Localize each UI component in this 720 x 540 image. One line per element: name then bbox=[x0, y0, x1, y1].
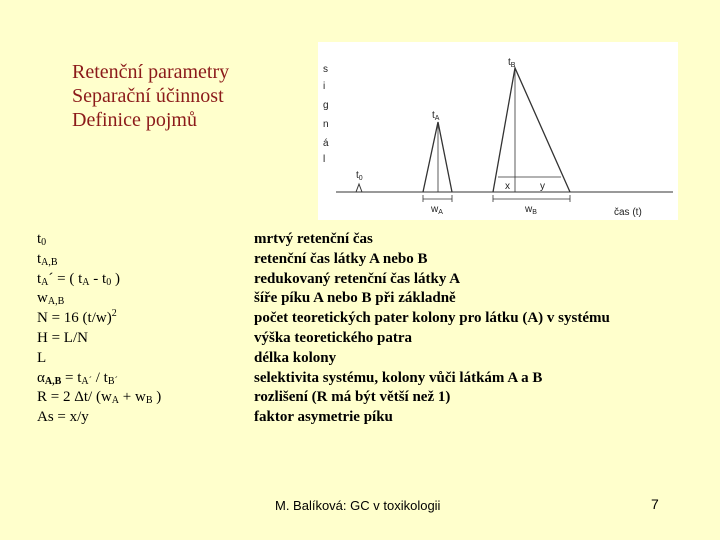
description-item: selektivita systému, kolony vůči látkám A a B bbox=[254, 369, 543, 386]
page-number: 7 bbox=[651, 496, 659, 512]
label-wb: $w_B$ bbox=[525, 204, 537, 216]
description-item: retenční čas látky A nebo B bbox=[254, 250, 428, 267]
peak-b bbox=[493, 68, 570, 192]
footer-author: M. Balíková: GC v toxikologii bbox=[275, 498, 441, 513]
dead-time-peak bbox=[356, 184, 362, 192]
definition-selectivity: $\alpha_{A,B} = t_{A´} / t_{B´}$ bbox=[37, 369, 118, 387]
definition-width: $w_{A,B}$ bbox=[37, 290, 65, 308]
description-item: šíře píku A nebo B při základně bbox=[254, 290, 456, 307]
chromatogram-figure bbox=[318, 42, 678, 220]
definition-asymmetry: As = x/y bbox=[37, 409, 89, 426]
definition-t0: $t_0$ bbox=[37, 231, 47, 248]
definition-tab: $t_{A,B}$ bbox=[37, 250, 58, 268]
slide-title bbox=[72, 60, 229, 132]
axis-letter: i bbox=[323, 81, 326, 92]
label-y: y bbox=[540, 181, 545, 192]
description-item: výška teoretického patra bbox=[254, 329, 413, 346]
time-axis-label: čas (t) bbox=[614, 207, 642, 218]
axis-letter: s bbox=[323, 64, 328, 75]
description-item: mrtvý retenční čas bbox=[254, 231, 373, 247]
title-line-2: Separační účinnost bbox=[72, 85, 224, 107]
title-line-3: Definice pojmů bbox=[72, 109, 197, 131]
label-wa: $w_A$ bbox=[431, 204, 443, 216]
axis-letter: g bbox=[323, 100, 329, 111]
axis-letter: á bbox=[323, 138, 329, 149]
title-line-1: Retenční parametry bbox=[72, 61, 230, 83]
definition-plates: N = 16 $(t/w)^2$ bbox=[37, 308, 117, 327]
label-ta: $t_A$ bbox=[432, 110, 440, 122]
descriptions-list bbox=[254, 230, 610, 428]
chromatogram-svg bbox=[318, 42, 678, 220]
peak-a bbox=[423, 122, 452, 192]
description-item: délka kolony bbox=[254, 349, 337, 366]
definition-reduced-time: $t_A´$ = ( $t_A - t_0$ ) bbox=[37, 270, 120, 288]
axis-letter: n bbox=[323, 119, 329, 130]
definition-resolution: R = 2 Δt/ ($w_A + w_B$ ) bbox=[37, 389, 162, 407]
description-item: počet teoretických pater kolony pro látku (A) v systému bbox=[254, 310, 610, 327]
signal-axis-label bbox=[323, 64, 329, 165]
description-item: redukovaný retenční čas látky A bbox=[254, 270, 461, 287]
label-x: x bbox=[505, 181, 510, 192]
description-item: faktor asymetrie píku bbox=[254, 409, 393, 426]
label-t0: $t_0$ bbox=[356, 170, 363, 182]
definition-length: L bbox=[37, 349, 47, 366]
definitions-list bbox=[37, 230, 161, 428]
description-item: rozlišení (R má být větší než 1) bbox=[254, 389, 451, 406]
definition-hetp: H = L/N bbox=[37, 329, 88, 346]
axis-letter: l bbox=[323, 154, 326, 165]
label-tb: $t_B$ bbox=[508, 57, 516, 69]
